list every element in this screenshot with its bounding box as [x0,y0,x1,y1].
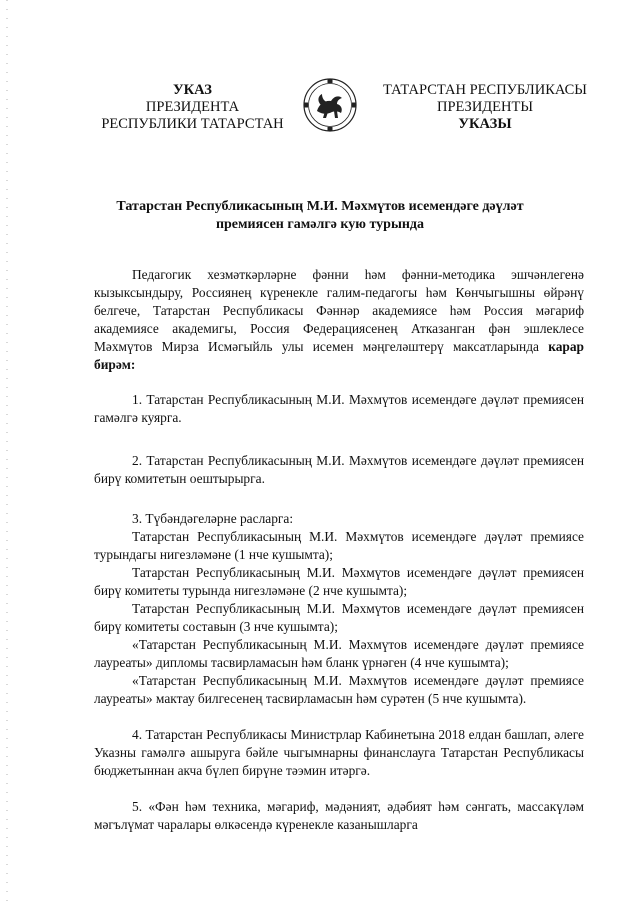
preamble-paragraph [94,266,584,374]
header-right-tatar [370,82,600,133]
decree-title-line-2: премиясен гамәлгә кую турында [215,217,425,232]
item-3-c: Татарстан Республикасының М.И. Мәхмүтов исемендәге дәүләт премиясен бирү комитеты составын (3 нче кушымта); [94,601,584,634]
decree-title-line-1: Татарстан Республикасының М.И. Мәхмүтов исемендәге дәүләт [116,199,524,214]
header-left-russian [90,82,295,133]
item-3-e: «Татарстан Республикасының М.И. Мәхмүтов исемендәге дәүләт премиясе лауреаты» мактау билгесенең тасвирламасын һәм сурәтен (5 нче кушымта). [94,673,584,706]
item-3-a: Татарстан Республикасының М.И. Мәхмүтов исемендәге дәүләт премиясе турындагы нигезләмәне (1 нче кушымта); [94,529,584,562]
scan-edge-marks [6,0,8,905]
item-1: 1. Татарстан Республикасының М.И. Мәхмүтов исемендәге дәүләт премиясен гамәлгә куярга. [94,392,584,425]
decree-body [94,266,584,834]
header-right-line-1: ТАТАРСТАН РЕСПУБЛИКАСЫ [383,82,587,98]
header-left-line-3: РЕСПУБЛИКИ ТАТАРСТАН [101,116,284,132]
item-5: 5. «Фән һәм техника, мәгариф, мәдәният, әдәбият һәм сәнгать, массакүләм мәгълүмат чаралары өлкәсендә күренекле казанышларга [94,799,584,832]
decree-title [100,198,540,234]
item-3-heading: 3. Түбәндәгеләрне расларга: [132,511,294,526]
preamble-resolve: карар бирәм: [94,339,584,372]
header-left-line-1: УКАЗ [173,82,212,98]
tatarstan-coat-of-arms-icon [303,78,357,132]
preamble-text: Педагогик хезмәткәрләрнe фәнни һәм фәнни-методика эшчәнлегенә кызыксындыру, Россиянең күренекле галим-педагогы һәм Көнчыгышны өйрәнү белгече, Татарстан Республикасы Фәннәр академиясе һәм Россия мәгариф академиясе академигы, Россия Федерациясенең Атказанган фән эшлеклесе Мәхмүтов Мирза Исмәгыйль улы исемен мәңгеләштерү максатларында [94,267,584,354]
header-right-line-2: ПРЕЗИДЕНТЫ [436,99,534,115]
item-4: 4. Татарстан Республикасы Министрлар Кабинетына 2018 елдан башлап, әлеге Указны гамәлгә ашыруга бәйле чыгымнарны финанслауга Татарстан Республикасы бюджетыннан акча бүлеп бирүне тәэмин итәргә. [94,727,584,778]
header-left-line-2: ПРЕЗИДЕНТА [145,99,240,115]
item-2: 2. Татарстан Республикасының М.И. Мәхмүтов исемендәге дәүләт премиясен бирү комитетын оештырырга. [94,453,584,486]
item-3-d: «Татарстан Республикасының М.И. Мәхмүтов исемендәге дәүләт премиясе лауреаты» дипломы тасвирламасын һәм бланк үрнәген (4 нче кушымта); [94,637,584,670]
item-3-b: Татарстан Республикасының М.И. Мәхмүтов исемендәге дәүләт премиясен бирү комитеты турында нигезләмәне (2 нче кушымта); [94,565,584,598]
header-right-line-3: УКАЗЫ [458,116,512,132]
